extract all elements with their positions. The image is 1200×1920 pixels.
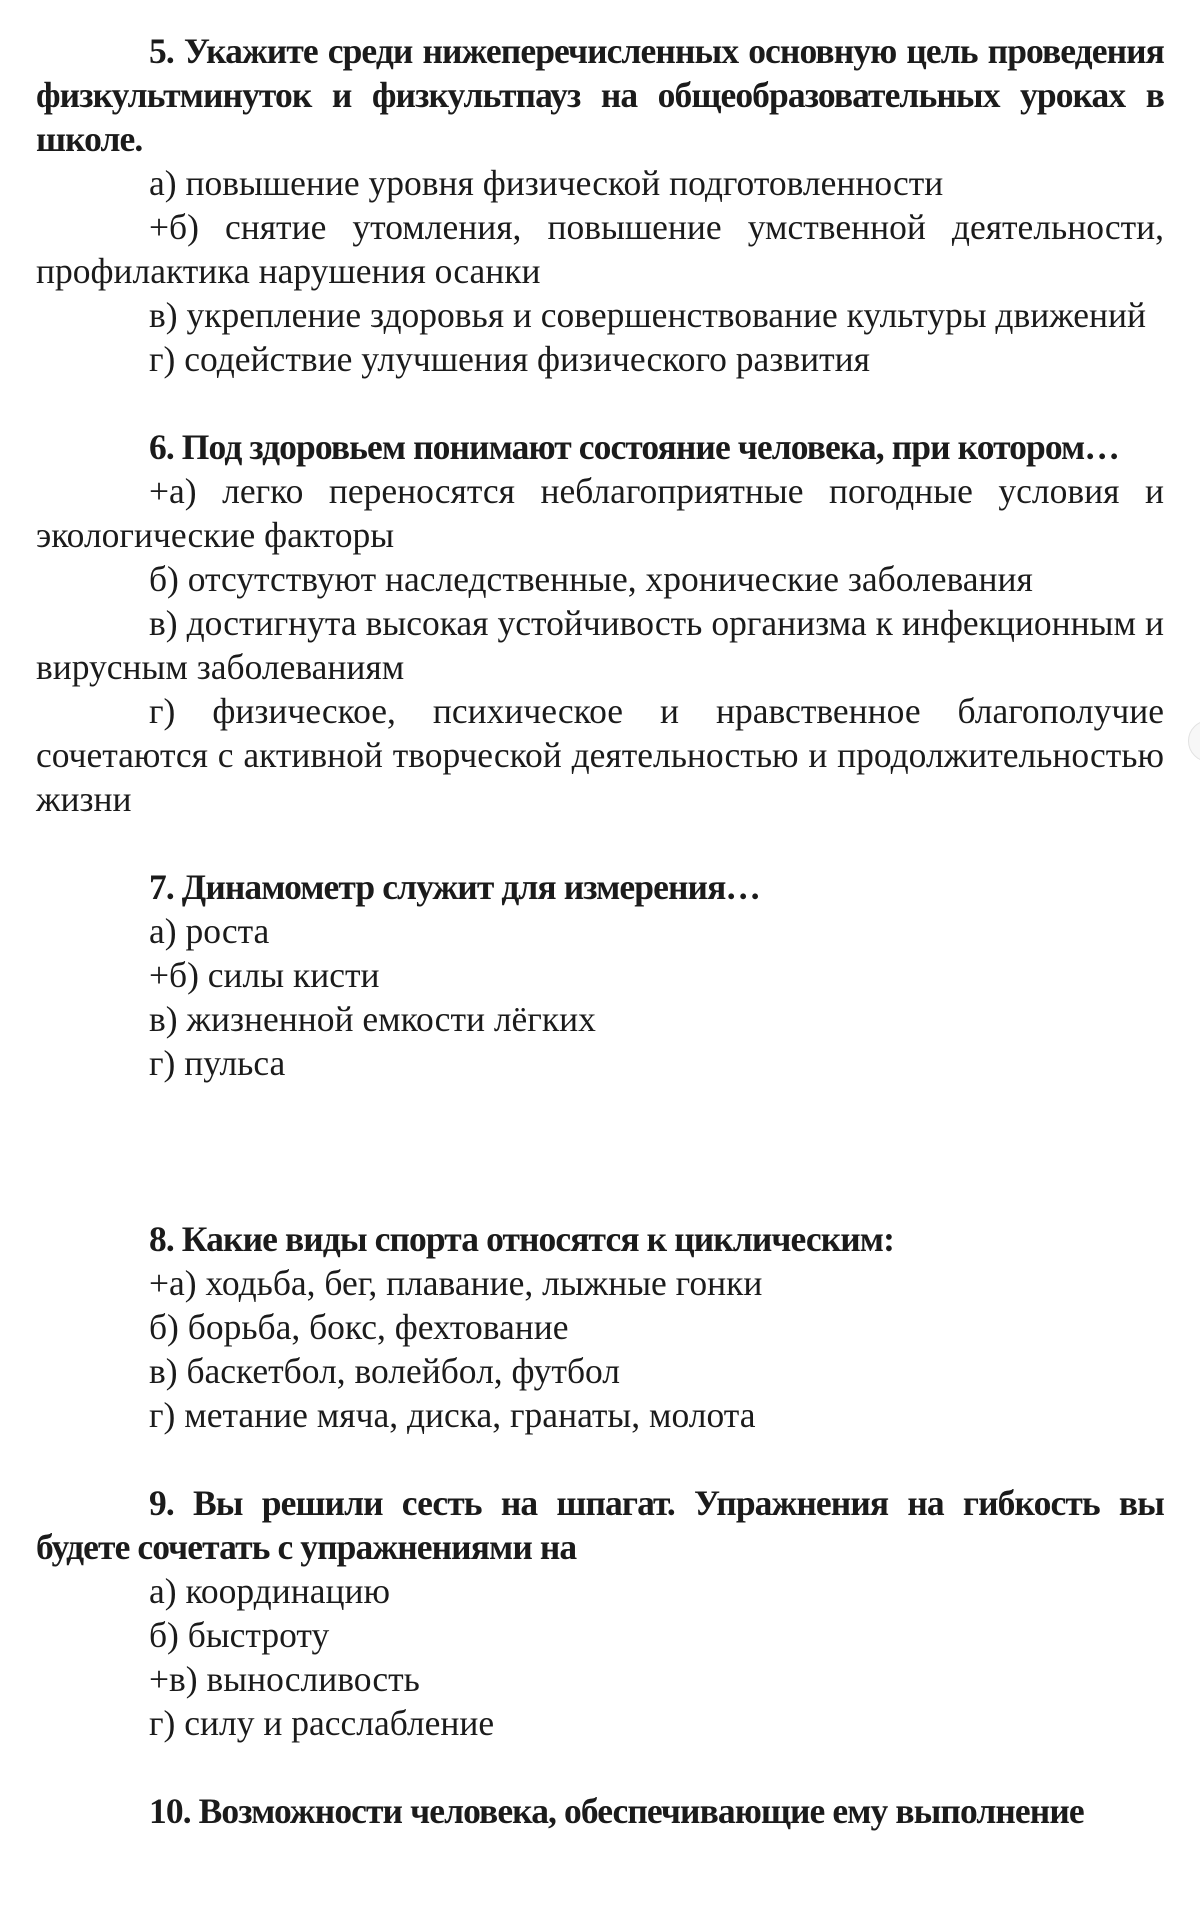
question-title: 5. Укажите среди нижеперечисленных основную цель проведения физкультминуток и физкультпауз на общеобразовательных уроках в школе. xyxy=(36,31,1164,159)
answer-option: г) содействие улучшения физического развития xyxy=(149,339,870,379)
question-title: 9. Вы решили сесть на шпагат. Упражнения на гибкость вы будете сочетать с упражнениями на xyxy=(36,1483,1164,1567)
answer-option: а) повышение уровня физической подготовленности xyxy=(149,163,944,203)
answer-option: +а) легко переносятся неблагоприятные погодные условия и экологические факторы xyxy=(36,471,1164,555)
answer-option: б) борьба, бокс, фехтование xyxy=(149,1307,569,1347)
answer-option: а) координацию xyxy=(149,1571,391,1611)
answer-option: г) пульса xyxy=(149,1043,286,1083)
answer-option: г) физическое, психическое и нравственное благополучие сочетаются с активной творческой деятельностью и продолжительностью жизни xyxy=(36,691,1164,819)
answer-option: в) жизненной емкости лёгких xyxy=(149,999,596,1039)
question-title: 10. Возможности человека, обеспечивающие ему выполнение xyxy=(149,1791,1084,1831)
answer-option: +а) ходьба, бег, плавание, лыжные гонки xyxy=(149,1263,763,1303)
vertical-spacer xyxy=(36,1129,1164,1217)
scroll-handle[interactable] xyxy=(1188,720,1200,762)
question-title: 6. Под здоровьем понимают состояние человека, при котором… xyxy=(149,427,1119,467)
question-5 xyxy=(36,29,1164,381)
answer-option: +б) силы кисти xyxy=(149,955,380,995)
question-9 xyxy=(36,1481,1164,1745)
answer-option: а) роста xyxy=(149,911,270,951)
answer-option: в) баскетбол, волейбол, футбол xyxy=(149,1351,620,1391)
question-8 xyxy=(36,1217,1164,1437)
answer-option: б) быстроту xyxy=(149,1615,330,1655)
answer-option: в) достигнута высокая устойчивость организма к инфекционным и вирусным заболеваниям xyxy=(36,603,1164,687)
question-title: 8. Какие виды спорта относятся к циклическим: xyxy=(149,1219,895,1259)
question-10 xyxy=(36,1789,1164,1833)
question-7 xyxy=(36,865,1164,1085)
answer-option: в) укрепление здоровья и совершенствование культуры движений xyxy=(149,295,1147,335)
answer-option: б) отсутствуют наследственные, хронические заболевания xyxy=(149,559,1033,599)
answer-option: г) метание мяча, диска, гранаты, молота xyxy=(149,1395,756,1435)
question-list xyxy=(36,29,1164,1877)
question-title: 7. Динамометр служит для измерения… xyxy=(149,867,760,907)
answer-option: +б) снятие утомления, повышение умственной деятельности, профилактика нарушения осанки xyxy=(36,207,1164,291)
answer-option: +в) выносливость xyxy=(149,1659,420,1699)
answer-option: г) силу и расслабление xyxy=(149,1703,495,1743)
question-6 xyxy=(36,425,1164,821)
